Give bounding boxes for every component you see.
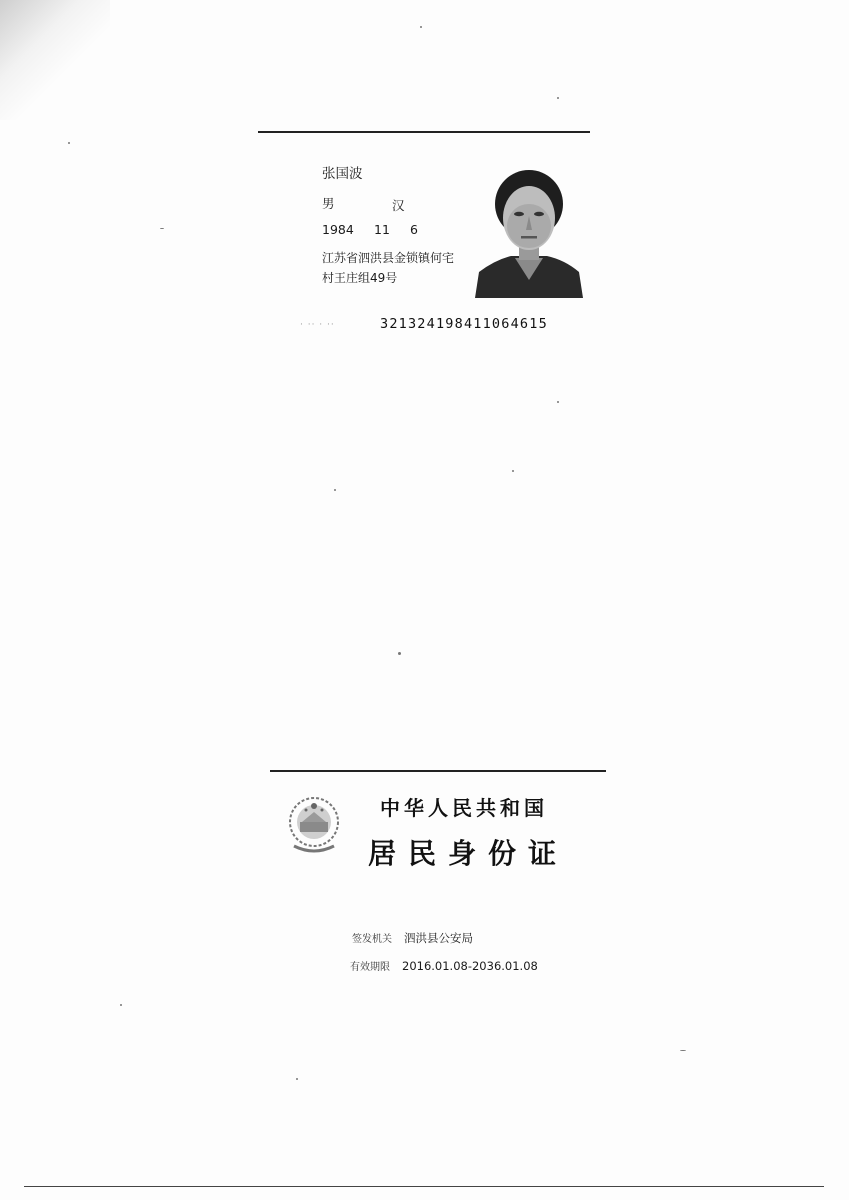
scan-speck bbox=[296, 1078, 298, 1080]
name-value: 张国波 bbox=[322, 166, 363, 182]
id-number-value: 321324198411064615 bbox=[380, 316, 548, 332]
id-card-back bbox=[268, 770, 608, 990]
ethnicity-value: 汉 bbox=[392, 198, 405, 213]
scan-smudge bbox=[0, 0, 110, 120]
birth-year-value: 1984 bbox=[322, 222, 354, 237]
scan-speck bbox=[398, 652, 401, 655]
country-name: 中华人民共和国 bbox=[380, 796, 548, 820]
scan-speck bbox=[680, 1050, 686, 1051]
scan-speck bbox=[160, 228, 164, 229]
validity-value: 2016.01.08-2036.01.08 bbox=[402, 959, 538, 973]
scan-speck bbox=[68, 142, 70, 144]
address-line-2: 村王庄组49号 bbox=[322, 271, 398, 285]
portrait-photo bbox=[475, 168, 583, 298]
scan-speck bbox=[557, 401, 559, 403]
issuer-label: 签发机关 bbox=[352, 934, 392, 945]
national-emblem-icon bbox=[286, 792, 342, 860]
birth-month-value: 11 bbox=[374, 222, 390, 237]
scan-speck bbox=[420, 26, 422, 28]
validity-field bbox=[350, 958, 538, 973]
issuer-value: 泗洪县公安局 bbox=[404, 931, 473, 945]
bottom-scan-edge bbox=[24, 1186, 824, 1187]
scan-speck bbox=[512, 470, 514, 472]
scan-speck bbox=[120, 1004, 122, 1006]
sex-value: 男 bbox=[322, 196, 335, 211]
address-line-1: 江苏省泗洪县金锁镇何宅 bbox=[322, 251, 455, 265]
issuer-field bbox=[352, 930, 473, 946]
document-title: 居民身份证 bbox=[368, 837, 569, 870]
id-card-front bbox=[260, 132, 592, 342]
id-number-label-faded: · ·· · ·· bbox=[300, 320, 335, 330]
scan-speck bbox=[334, 489, 336, 491]
validity-label: 有效期限 bbox=[350, 962, 390, 973]
scan-speck bbox=[557, 97, 559, 99]
birth-day-value: 6 bbox=[410, 222, 418, 237]
